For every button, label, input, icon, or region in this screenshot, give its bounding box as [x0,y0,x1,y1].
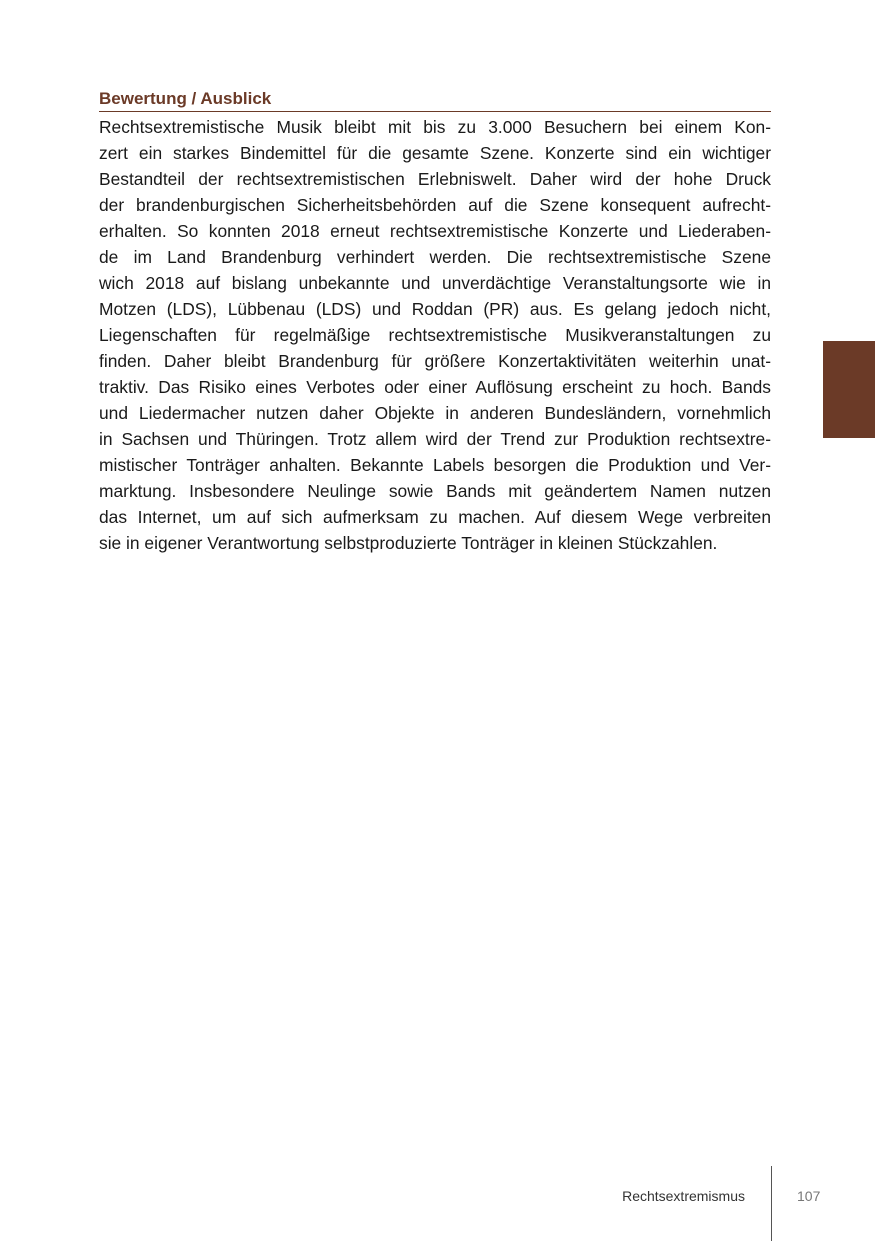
text-line: in Sachsen und Thüringen. Trotz allem wird der Trend zur Produktion rechtsextre- [99,429,771,449]
section-heading: Bewertung / Ausblick [99,88,771,112]
text-line: finden. Daher bleibt Brandenburg für größere Konzertaktivitäten weiterhin unat- [99,351,771,371]
text-line: traktiv. Das Risiko eines Verbotes oder einer Auflösung erscheint zu hoch. Bands [99,377,771,397]
text-line: mistischer Tonträger anhalten. Bekannte Labels besorgen die Produktion und Ver- [99,455,771,475]
text-line: und Liedermacher nutzen daher Objekte in anderen Bundesländern, vornehmlich [99,403,771,423]
text-line: sie in eigener Verantwortung selbstproduzierte Tonträger in kleinen Stückzahlen. [99,533,718,553]
text-line: Liegenschaften für regelmäßige rechtsextremistische Musikveranstaltungen zu [99,325,771,345]
text-line: Rechtsextremistische Musik bleibt mit bis zu 3.000 Besuchern bei einem Kon- [99,117,771,137]
chapter-tab-marker [823,341,875,438]
text-line: der brandenburgischen Sicherheitsbehörden auf die Szene konsequent aufrecht- [99,195,771,215]
text-line: Bestandteil der rechtsextremistischen Erlebniswelt. Daher wird der hohe Druck [99,169,771,189]
page-content [99,88,771,556]
text-line: zert ein starkes Bindemittel für die gesamte Szene. Konzerte sind ein wichtiger [99,143,771,163]
text-line: wich 2018 auf bislang unbekannte und unverdächtige Veranstaltungsorte wie in [99,273,771,293]
page-number: 107 [797,1188,821,1204]
text-line: de im Land Brandenburg verhindert werden. Die rechtsextremistische Szene [99,247,771,267]
text-line: Motzen (LDS), Lübbenau (LDS) und Roddan (PR) aus. Es gelang jedoch nicht, [99,299,771,319]
text-line: erhalten. So konnten 2018 erneut rechtsextremistische Konzerte und Liederaben- [99,221,771,241]
body-paragraph [99,114,771,556]
text-line: das Internet, um auf sich aufmerksam zu machen. Auf diesem Wege verbreiten [99,507,771,527]
text-line: marktung. Insbesondere Neulinge sowie Bands mit geändertem Namen nutzen [99,481,771,501]
footer-divider [771,1166,772,1241]
footer-section-name: Rechtsextremismus [622,1188,745,1204]
